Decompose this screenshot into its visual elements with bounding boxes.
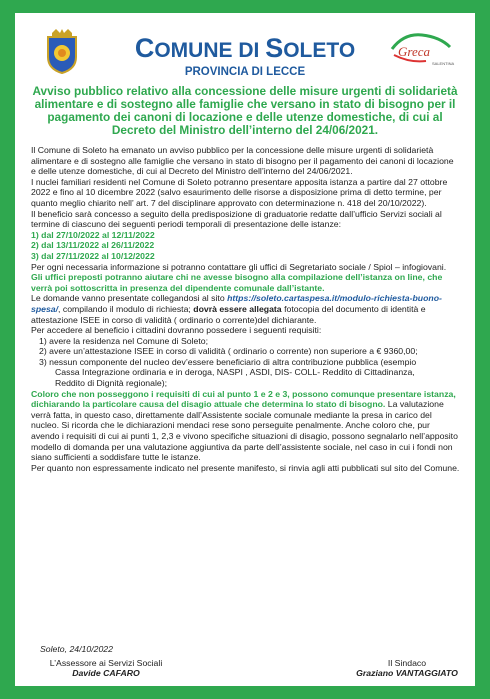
exceptions-bold: Coloro che non posseggono i requisiti di cui al punto 1 e 2 e 3, possono comunque presentare istanza, dichiarando la particolare causa del disagio attuale che determina lo stato di bisogno. [31,388,456,410]
requirement-3-cont-2: Reddito di Dignità regionale); [55,378,168,389]
requirement-3: 3) nessun componente del nucleo dev’essere beneficiario di altra contribuzione pubblica (esempio [39,356,417,367]
title-part-2: OLETO [283,39,356,62]
application-text-c: fotocopia del documento di identità e attestazione ISEE in corso di validità ( ordinario o corrente)del dichiarante. [31,303,426,325]
paragraph-application [31,293,460,325]
sindaco-name: Graziano VANTAGGIATO [356,668,458,678]
notice-headline: Avviso pubblico relativo alla concessione delle misure urgenti di solidarietà alimentare e di sostegno alle famiglie che versano in stato di bisogno per il pagamento dei canoni di locazione e delle utenze domestiche, di cui al Decreto del Ministro dell’interno del 24/06/2021. [32,84,458,137]
application-text-a: Le domande vanno presentate collegandosi al sito [31,293,228,304]
paragraph-benefit: Il beneficio sarà concesso a seguito della predisposizione di graduatorie redatte dall’ufficio Servizi sociali al termine di ciascuno dei seguenti periodi temporali di presentazione delle istanze: [31,208,442,230]
requirement-1: 1) avere la residenza nel Comune di Soleto; [39,335,209,346]
application-link[interactable]: https://soleto.cartaspesa.it/modulo-richiesta-buono-spesa/ [31,293,442,314]
title-part-1: OMUNE DI [154,39,266,62]
requirement-2: 2) avere un’attestazione ISEE in corso di validità ( ordinario o corrente) non superiore a € 9360,00; [39,346,418,357]
paragraph-assistance: Gli uffici preposti potranno aiutare chi ne avesse bisogno alla compilazione dell’istanza on line, che verrà poi sottoscritta in presenza del dipendente comunale dall’istante. [31,272,443,293]
assessore-role: L’Assessore ai Servizi Sociali [49,658,163,668]
paragraph-exceptions [31,389,460,463]
assessore-name: Davide CAFARO [72,668,140,678]
title-initial-s: S [265,33,284,63]
period-3: 3) dal 27/11/2022 al 10/12/2022 [31,250,155,261]
paragraph-info: Per ogni necessaria informazione si potranno contattare gli uffici di Segretariato sociale / Spiol – infogiovani. [31,261,447,272]
application-text-bold: dovrà essere allegata [193,303,282,314]
paragraph-intro: Il Comune di Soleto ha emanato un avviso pubblico per la concessione delle misure urgenti di solidarietà alimentare e di sostegno alle famiglie che versano in stato di bisogno per il pagamento dei canoni di locazione e delle utenze domestiche, di cui al Decreto del Ministro dell’interno del 24/06/2021. [31,145,454,177]
logo-subtext: SALENTINA [432,61,455,66]
signature-sindaco [352,658,462,678]
logo-text: Greca [398,44,431,59]
paragraph-closing: Per quanto non espressamente indicato nel presente manifesto, si rinvia agli atti pubblicati sul sito del Comune. [31,462,460,473]
period-1: 1) dal 27/10/2022 al 12/11/2022 [31,229,155,240]
page-title [95,34,395,65]
paragraph-dates: I nuclei familiari residenti nel Comune di Soleto potranno presentare apposita istanza a partire dal 27 ottobre 2022 e fino al 10 dicembre 2022 (salvo esaurimento delle risorse a disposizione prima di detto termine, per quanto meglio chiarito nell’ art. 7 del disciplinare approvato con determinazione n. 418 del 20/10/2022). [31,176,448,208]
signature-assessore [36,658,176,678]
period-2: 2) dal 13/11/2022 al 26/11/2022 [31,240,155,251]
municipal-crest-icon [44,27,80,75]
paragraph-requirements: Per accedere al beneficio i cittadini dovranno possedere i seguenti requisiti: [31,325,322,336]
requirement-3-cont-1: Cassa Integrazione ordinaria e in deroga, NASPI , ASDI, DIS- COLL- Reddito di Cittadinanza, [55,367,415,378]
title-initial-c: C [134,33,155,63]
notice-body [31,145,460,473]
grecia-salentina-logo-icon [386,29,458,69]
application-text-b: , compilando il modulo di richiesta; [58,303,194,314]
sindaco-role: Il Sindaco [387,658,427,668]
province-subtitle: PROVINCIA DI LECCE [184,66,306,78]
exceptions-rest: La valutazione verrà fatta, in questo caso, direttamente dall’Assistente sociale comunale mediante la presa in carico del nucleo. Si ricorda che le dichiarazioni mendaci rese sono perseguite penalmente. Anche coloro che, pur avendo i requisiti di cui ai punti 1, 2,3 e vivono specifiche situazioni di disagio, possono segnalarlo nell’apposito modello di domanda per una valutazione aggiuntiva da parte dell’assistente sociale, nel caso in cui i fondi non siano sufficienti a soddisfare tutte le istanze. [31,399,458,463]
place-date: Soleto, 24/10/2022 [40,644,113,654]
